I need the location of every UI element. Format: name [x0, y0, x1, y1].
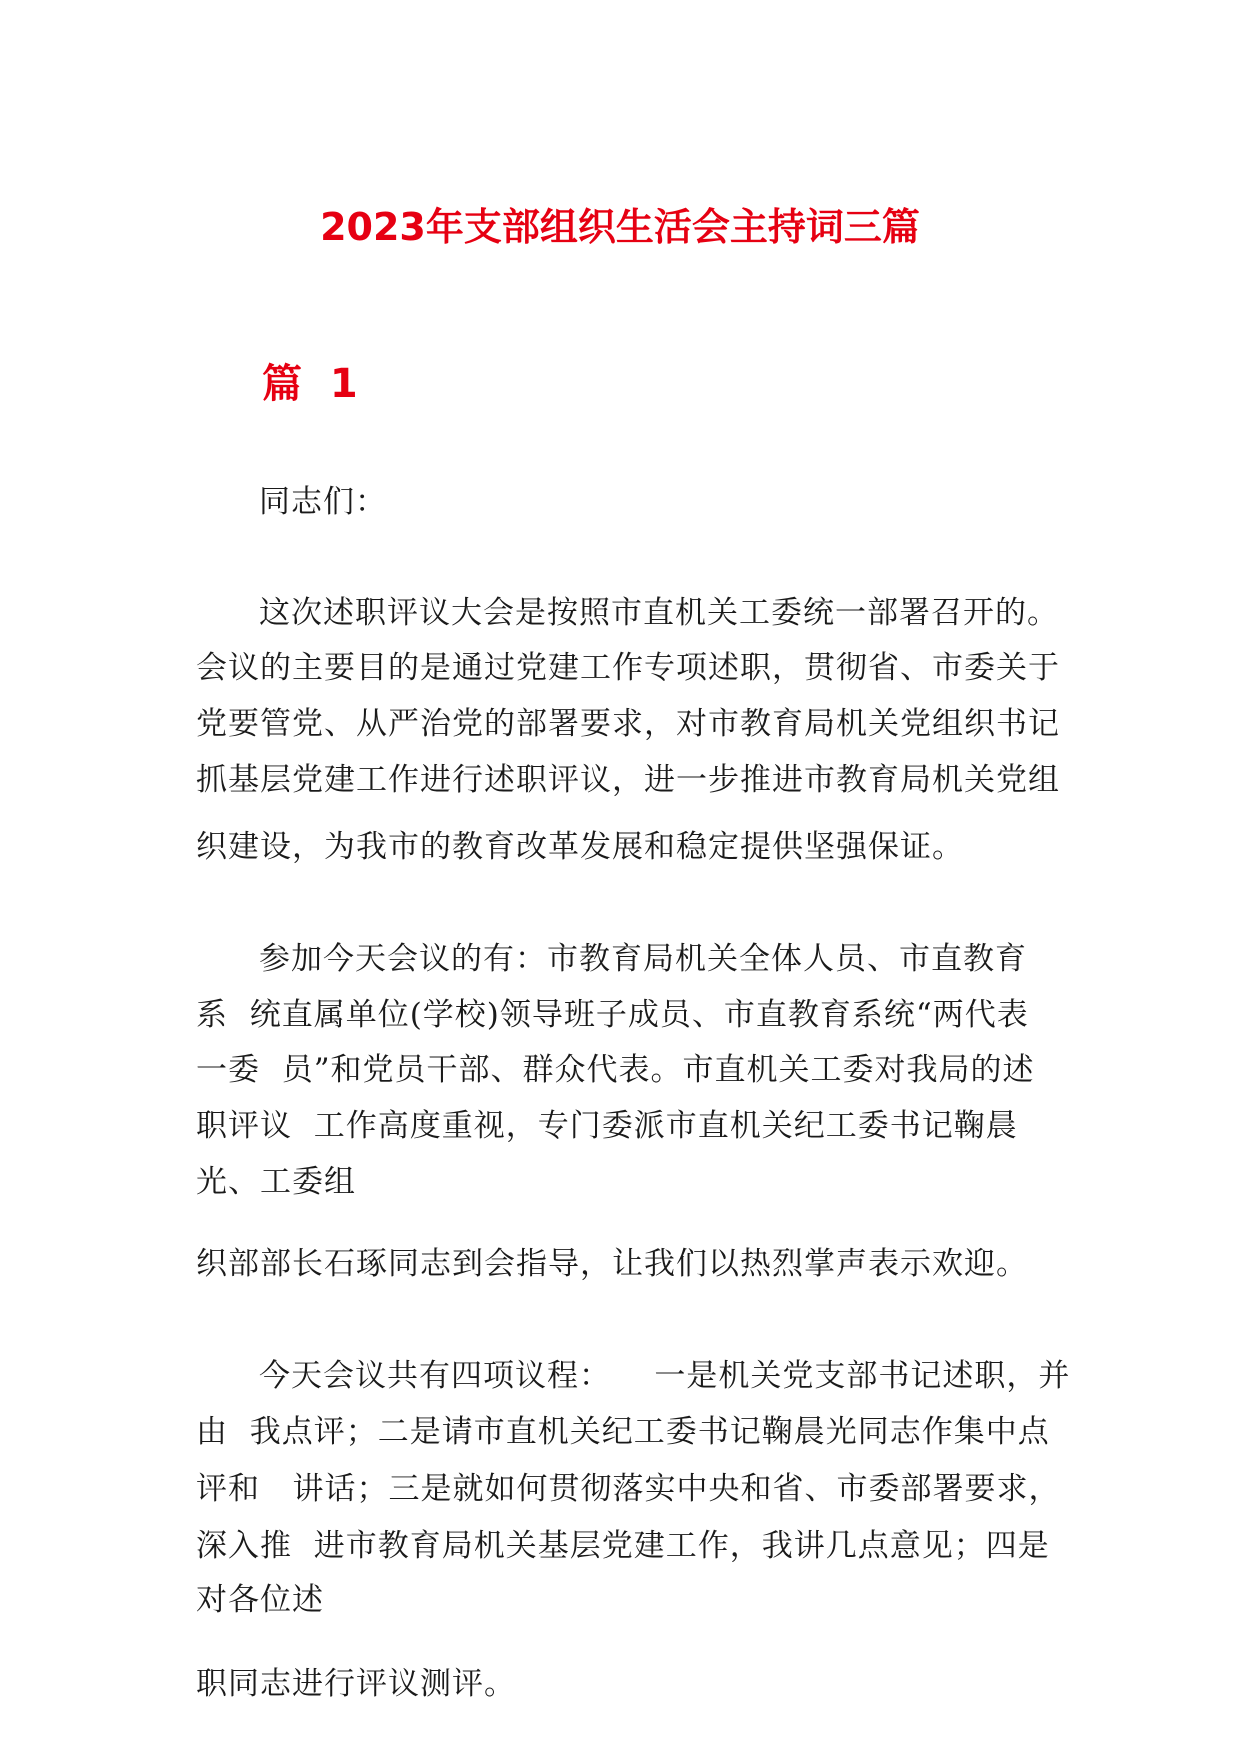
paragraph-line: 职评议 工作高度重视，专门委派市直机关纪工委书记鞠晨 — [196, 1108, 1018, 1144]
paragraph-line: 深入推 进市教育局机关基层党建工作，我讲几点意见；四是 — [196, 1528, 1050, 1564]
paragraph-line: 参加今天会议的有：市教育局机关全体人员、市直教育 — [259, 941, 1027, 977]
paragraph-line: 会议的主要目的是通过党建工作专项述职，贯彻省、市委关于 — [196, 650, 1060, 686]
paragraph-line: 职同志进行评议测评。 — [196, 1666, 516, 1702]
paragraph-line: 织部部长石琢同志到会指导，让我们以热烈掌声表示欢迎。 — [196, 1246, 1028, 1282]
paragraph-line: 党要管党、从严治党的部署要求，对市教育局机关党组织书记 — [196, 706, 1060, 742]
paragraph-line: 评和 讲话；三是就如何贯彻落实中央和省、市委部署要求， — [196, 1471, 1061, 1507]
paragraph-line: 一委 员”和党员干部、群众代表。市直机关工委对我局的述 — [196, 1052, 1035, 1088]
paragraph-line: 今天会议共有四项议程： 一是机关党支部书记述职，并 — [259, 1358, 1071, 1394]
paragraph-line: 对各位述 — [196, 1582, 324, 1618]
section-heading: 篇 1 — [262, 361, 358, 407]
paragraph-line: 这次述职评议大会是按照市直机关工委统一部署召开的。 — [259, 595, 1059, 631]
salutation: 同志们： — [259, 484, 387, 520]
paragraph-line: 抓基层党建工作进行述职评议，进一步推进市教育局机关党组 — [196, 762, 1060, 798]
document-title: 2023年支部组织生活会主持词三篇 — [320, 205, 920, 249]
paragraph-line: 光、工委组 — [196, 1164, 356, 1200]
paragraph-line: 系 统直属单位(学校)领导班子成员、市直教育系统“两代表 — [196, 997, 1029, 1033]
paragraph-line: 由 我点评；二是请市直机关纪工委书记鞠晨光同志作集中点 — [196, 1414, 1050, 1450]
paragraph-line: 织建设，为我市的教育改革发展和稳定提供坚强保证。 — [196, 829, 964, 865]
